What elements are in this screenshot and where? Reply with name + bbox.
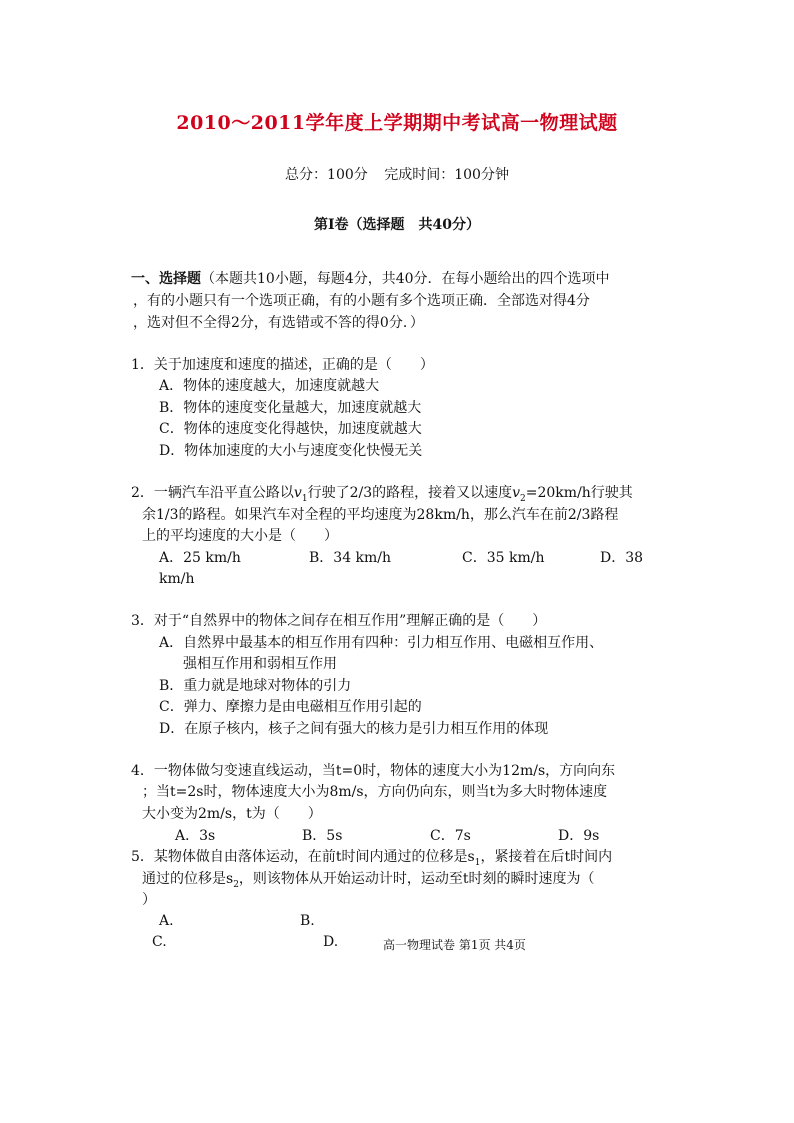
section-heading: 第Ⅰ卷（选择题 共40分） [313,217,481,233]
q5-s2-subscript: 2 [233,879,239,890]
q4-option-d: D．9s [558,828,600,844]
q4-option-b: B．5s [302,828,343,844]
q5-text-2a: 通过的位移是s [142,871,234,887]
q3-stem: 3．对于“自然界中的物体之间存在相互作用”理解正确的是（ ） [131,613,547,629]
instructions-line-1 [131,268,610,290]
q2-option-c: C．35 km/h [462,550,545,566]
q4-line-1: 4．一物体做匀变速直线运动，当t=0时，物体的速度大小为12m/s，方向向东 [131,763,616,779]
q5-option-b: B. [300,913,315,929]
q5-s1-subscript: 1 [474,857,481,868]
q5-line-2 [142,868,595,896]
q3-option-a-line-2: 强相互作用和弱相互作用 [183,656,337,672]
q2-v1-subscript: 1 [301,493,308,504]
q2-text-1c: =20km/h行驶其 [525,485,633,501]
q1-option-a: A．物体的速度越大，加速度就越大 [159,378,380,394]
q2-text-1a: 2．一辆汽车沿平直公路以 [131,485,294,501]
q5-option-c: C. [152,934,167,950]
q1-option-b: B．物体的速度变化量越大，加速度就越大 [159,400,422,416]
q4-option-a: A．3s [175,828,216,844]
instructions-line-2: ，有的小题只有一个选项正确，有的小题有多个选项正确．全部选对得4分 [133,293,590,309]
q3-option-d: D．在原子核内，核子之间有强大的核力是引力相互作用的体现 [159,721,549,737]
q2-option-d: D．38 [600,550,644,566]
q2-v2-subscript: 2 [520,493,526,504]
q1-option-d: D．物体加速度的大小与速度变化快慢无关 [159,443,423,459]
q5-line-3: ） [142,892,156,908]
q5-text-1b: ，紧接着在后t时间内 [480,849,613,865]
q5-text-2b: ，则该物体从开始运动计时，运动至t时刻的瞬时速度为（ [238,871,595,887]
exam-subtitle [0,164,794,184]
q2-option-d-unit: km/h [159,571,195,587]
q2-text-1b: 行驶了2/3的路程，接着又以速度 [307,485,513,501]
q5-text-1a: 5．某物体做自由落体运动，在前t时间内通过的位移是s [131,849,475,865]
q2-line-2: 余1/3的路程。如果汽车对全程的平均速度为28km/h，那么汽车在前2/3路程 [142,507,619,523]
page-footer: 高一物理试卷 第1页 共4页 [383,938,526,952]
q1-option-c: C．物体的速度变化得越快，加速度就越大 [159,421,422,437]
q2-option-a: A．25 km/h [159,550,241,566]
instructions-heading: 一、选择题 [131,271,201,287]
q1-stem: 1．关于加速度和速度的描述，正确的是（ ） [131,357,434,373]
q4-option-c: C．7s [430,828,471,844]
instructions-line-3: ，选对但不全得2分，有选错或不答的得0分．） [133,315,424,331]
q2-option-b: B．34 km/h [309,550,392,566]
q3-option-c: C．弹力、摩擦力是由电磁相互作用引起的 [159,699,422,715]
q2-line-3: 上的平均速度的大小是（ ） [142,528,338,544]
instructions-text-1: （本题共10小题，每题4分，共40分．在每小题给出的四个选项中 [201,271,610,287]
q3-option-a-line-1: A．自然界中最基本的相互作用有四种：引力相互作用、电磁相互作用、 [159,635,604,651]
q2-v1-symbol: v [293,485,302,501]
exam-duration: 完成时间：100分钟 [384,167,509,183]
q2-v2-symbol: v [512,485,521,501]
q3-option-b: B．重力就是地球对物体的引力 [159,678,352,694]
q4-line-2: ；当t=2s时，物体速度大小为8m/s，方向仍向东，则当t为多大时物体速度 [142,784,608,800]
q5-option-d: D. [323,934,339,950]
exam-title: 2010～2011学年度上学期期中考试高一物理试题 [176,112,618,134]
q4-line-3: 大小变为2m/s，t为（ ） [142,806,322,822]
total-score: 总分：100分 [285,167,368,183]
q5-option-a: A. [159,913,174,929]
